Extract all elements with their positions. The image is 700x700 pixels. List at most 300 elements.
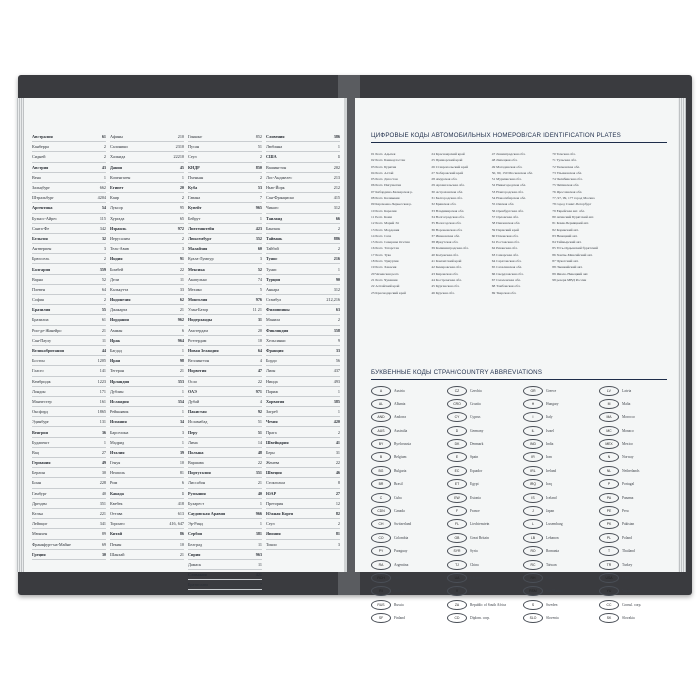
place-name: Дания (110, 164, 123, 170)
country-abbreviation (523, 520, 597, 529)
country-name: Sweden (546, 602, 558, 607)
country-code-oval: ZA (447, 600, 467, 610)
dial-code: 4 (259, 358, 262, 364)
place-name: Австрия (32, 164, 49, 170)
city-row (32, 499, 106, 509)
dial-code: 49 (101, 460, 106, 466)
place-name: Шанхай (110, 551, 125, 557)
dial-code: 1 (103, 174, 106, 180)
city-row (266, 540, 340, 550)
plate-code-item: 27 Хабаровский край (431, 170, 464, 175)
city-row (110, 203, 184, 213)
plate-code-item: 45 Курганская обл. (431, 284, 460, 289)
city-row (32, 193, 106, 203)
place-name: Загреб (266, 409, 278, 415)
country-row (266, 305, 340, 315)
country-abbreviation (523, 453, 597, 462)
plate-code-item: 08 Респ. Калмыкия (371, 196, 400, 201)
country-abbreviation (599, 520, 673, 529)
dial-code: 228 (99, 480, 106, 486)
place-name: Нидерланды (188, 317, 213, 323)
dial-code: 2 (337, 317, 340, 323)
city-row (32, 529, 106, 539)
dial-code: 11 (179, 276, 184, 282)
country-abbreviation (599, 386, 673, 395)
city-row (32, 478, 106, 488)
place-name: Хельсинки (266, 337, 286, 343)
plate-code-item: 44 Костромская обл. (431, 277, 462, 282)
country-abbreviation (371, 614, 445, 623)
dial-code: 30 (101, 551, 106, 557)
place-name: Анкара (266, 286, 280, 292)
country-row (32, 264, 106, 274)
country-row (266, 489, 340, 499)
city-row (32, 224, 106, 234)
city-row (110, 509, 184, 519)
place-name: Оттава (110, 511, 123, 517)
dial-code: 221 (99, 511, 106, 517)
dial-code: 1 (337, 409, 340, 415)
country-abbreviation (523, 547, 597, 556)
place-name: Пхеньян (188, 174, 204, 180)
country-row (266, 152, 340, 162)
place-name: Дели (110, 276, 120, 282)
plate-code-item: 55 Омская обл. (491, 202, 515, 207)
dial-code: 41 (335, 439, 340, 445)
country-code-oval: AND (371, 412, 391, 422)
city-row (32, 315, 106, 325)
country-code-oval: AUS (371, 426, 391, 436)
country-row (266, 346, 340, 356)
plate-code-item: 04 Респ. Алтай (371, 170, 394, 175)
plate-code-item: 43 Кировская обл. (431, 271, 459, 276)
place-name: Тунис (266, 266, 277, 272)
plate-code-item: 77, 97, 99, 177 город Москва (552, 196, 595, 201)
country-name: Indonesia (394, 589, 408, 594)
country-abbreviation (599, 426, 673, 435)
country-abbreviation (599, 480, 673, 489)
plates-section-title: ЦИФРОВЫЕ КОДЫ АВТОМОБИЛЬНЫХ НОМЕРОВ/CAR IDENTIFICATION PLATES (371, 132, 622, 139)
dial-code: 52 (101, 276, 106, 282)
country-code-oval: IR (523, 452, 543, 462)
dial-code: 2 (103, 154, 106, 160)
dial-code: 437 (333, 368, 340, 374)
place-name: Стокгольм (266, 480, 285, 486)
city-row (32, 275, 106, 285)
place-name: Бухарест (188, 500, 205, 506)
plates-column (431, 151, 489, 296)
country-row (266, 397, 340, 407)
country-abbreviation (523, 507, 597, 516)
city-row (188, 478, 262, 488)
city-row (188, 458, 262, 468)
place-name: Кувейт (188, 205, 202, 211)
country-name: India (546, 442, 554, 447)
country-code-oval: LB (523, 533, 543, 543)
country-abbreviation (599, 533, 673, 542)
country-row (188, 183, 262, 193)
plate-code-item: 87 Чукотский авт. (552, 259, 579, 264)
dial-code: 36 (101, 429, 106, 435)
dial-code: 976 (255, 297, 262, 303)
plate-code-item: 30 Астраханская обл. (431, 189, 464, 194)
place-name: Плевен (32, 286, 46, 292)
country-row (266, 234, 340, 244)
city-row (266, 336, 340, 346)
plate-code-item: 69 Тверская обл. (491, 290, 517, 295)
dial-code: 21 (179, 368, 184, 374)
city-row (266, 163, 340, 173)
country-abbreviation (447, 600, 521, 609)
city-row (110, 550, 184, 560)
place-name: Таиланд (266, 215, 283, 221)
country-abbreviation (599, 587, 673, 596)
place-name: Ницца (266, 378, 278, 384)
place-name: Тайбэй (266, 246, 279, 252)
place-name: Ирак (110, 337, 121, 343)
country-name: Peru (622, 509, 629, 514)
place-name: Сеул (188, 154, 197, 160)
country-name: Belgium (394, 455, 407, 460)
plate-code-item: 58 Пензенская обл. (491, 221, 521, 226)
dial-code: 5 (259, 286, 262, 292)
plate-code-item: 75 Читинская обл. (552, 183, 580, 188)
dial-code: 22 (179, 266, 184, 272)
plate-code-item: 38 Иркутская обл. (431, 240, 459, 245)
country-abbreviations-grid (371, 386, 673, 623)
dial-code: 115 (99, 215, 106, 221)
country-code-oval: ET (447, 479, 467, 489)
dial-code: 1 (181, 388, 184, 394)
plate-code-item: 26 Ставропольский край (431, 164, 469, 169)
city-row (32, 142, 106, 152)
country-row (266, 509, 340, 519)
place-name: Амман (110, 327, 123, 333)
dial-code: 358 (333, 327, 340, 333)
plate-code-item: 85 Усть-Ордынский бурятский (552, 246, 598, 251)
plate-code-item: 01 Респ. Адыгея (371, 152, 396, 156)
country-abbreviation (447, 573, 521, 582)
country-abbreviation (599, 440, 673, 449)
dial-code: 212,216 (326, 297, 340, 303)
plate-code-item: 42 Кемеровская обл. (431, 265, 462, 270)
place-name: Халкида (110, 154, 126, 160)
country-code-oval: EW (447, 493, 467, 503)
country-name: Luxemburg (546, 522, 563, 527)
country-code-oval: FL (447, 519, 467, 529)
place-name: Лейпциг (32, 521, 48, 527)
city-row (266, 356, 340, 366)
city-row (110, 173, 184, 183)
plate-code-item: 71 Тульская обл. (552, 158, 577, 163)
dial-code: 46 (335, 470, 340, 476)
country-name: France (470, 509, 480, 514)
country-code-oval: CDN (371, 506, 391, 516)
dial-code: 11 (257, 541, 262, 547)
plate-code-item: 86 Ханты-Мансийский авт. (552, 252, 593, 257)
plate-code-item: 56 Оренбургская обл. (491, 208, 524, 213)
dial-code: 415 (333, 195, 340, 201)
plate-code-item: 74 Челябинская обл. (552, 177, 583, 182)
country-name: Ukraine (470, 575, 482, 580)
dial-code: 1 (337, 154, 340, 160)
dial-code: 33 (179, 286, 184, 292)
place-name: Пекин (110, 541, 122, 547)
dial-code: 1 (103, 439, 106, 445)
dial-code: 66 (335, 215, 340, 221)
dial-code: 161 (99, 398, 106, 404)
plate-code-item: 78 город Санкт-Петербург (552, 202, 592, 207)
dial-code: 1 (181, 490, 184, 496)
country-name: Mexico (622, 442, 633, 447)
place-name: Италия (110, 449, 125, 455)
country-abbreviation (447, 507, 521, 516)
city-row (188, 326, 262, 336)
country-code-oval: E (447, 452, 467, 462)
city-codes-table (32, 132, 340, 590)
dial-code: 81 (179, 470, 184, 476)
plate-code-item: 25 Приморский край (431, 158, 463, 163)
dial-code: 63 (335, 307, 340, 313)
city-row (32, 438, 106, 448)
country-code-oval: PK (599, 519, 619, 529)
country-code-oval: CY (447, 412, 467, 422)
country-code-oval: H (523, 399, 543, 409)
country-code-oval: BR (371, 479, 391, 489)
dial-code: 11 (101, 337, 106, 343)
place-name: Манила (266, 317, 281, 323)
country-code-oval: UA (447, 573, 467, 583)
place-name: Будапешт (32, 439, 50, 445)
place-name: Австралия (32, 134, 53, 140)
country-name: Brasil (394, 482, 403, 487)
dial-code: 22210 (173, 154, 184, 160)
country-name: Syria (470, 549, 478, 554)
place-name: Мексика (188, 266, 205, 272)
place-name: Антверпен (32, 246, 52, 252)
place-name: Зальцбург (32, 185, 51, 191)
page-edge-right (678, 98, 686, 572)
place-name: Сан-Франциско (266, 195, 295, 201)
plate-code-item: 13 Респ. Мордовия (371, 227, 400, 232)
country-code-oval: B (371, 452, 391, 462)
city-column (110, 132, 184, 590)
dial-code: 1 (181, 409, 184, 415)
country-code-oval: CRO (447, 399, 467, 409)
country-name: Latvia (622, 388, 632, 393)
city-row (110, 326, 184, 336)
city-row (188, 305, 262, 315)
place-name: Япония (266, 531, 281, 537)
country-row (32, 132, 106, 142)
place-name: Лондон (32, 388, 46, 394)
dial-code: 4 (259, 398, 262, 404)
country-code-oval: YU (599, 586, 619, 596)
plate-code-item: 05 Респ. Дагестан (371, 177, 398, 182)
city-row (32, 540, 106, 550)
country-abbreviation (523, 560, 597, 569)
plate-code-item: 72 Тюменская обл. (552, 164, 581, 169)
dial-code: 964 (177, 337, 184, 343)
country-row (266, 132, 340, 142)
country-row (110, 336, 184, 346)
right-page (355, 98, 678, 621)
country-code-oval: PE (599, 506, 619, 516)
dial-code: 11 21 (252, 307, 262, 313)
place-name: Бразилия (32, 307, 51, 313)
place-name: Мадрид (110, 439, 125, 445)
dial-code: 27 (335, 490, 340, 496)
city-row (32, 377, 106, 387)
country-abbreviation (371, 533, 445, 542)
country-code-oval: CC (599, 600, 619, 610)
country-row (188, 224, 262, 234)
country-abbreviation (447, 399, 521, 408)
city-row (188, 132, 262, 142)
dial-code: 64 (101, 286, 106, 292)
dial-code: 386 (333, 134, 340, 140)
dial-code: 1865 (97, 409, 106, 415)
country-code-oval: RO (523, 546, 543, 556)
country-name: Slovenia (546, 616, 559, 621)
country-name: Liechtenstein (470, 522, 490, 527)
city-row (266, 478, 340, 488)
country-code-oval: RI (371, 586, 391, 596)
country-name: Italy (546, 415, 553, 420)
plate-code-item: 31 Белгородская обл. (431, 196, 463, 201)
dial-code: 2 (103, 256, 106, 262)
place-name: Иран (110, 358, 121, 364)
country-name: Russia (394, 602, 404, 607)
country-row (188, 234, 262, 244)
plate-code-item: 02 Респ. Башкортостан (371, 158, 406, 163)
country-abbreviation (371, 587, 445, 596)
country-name: Iran (546, 455, 552, 460)
place-name: Словакия (188, 572, 207, 578)
country-code-oval: P (599, 479, 619, 489)
city-row (32, 397, 106, 407)
city-row (266, 183, 340, 193)
dial-code: 1205 (97, 358, 106, 364)
city-row (110, 519, 184, 529)
dial-code: 1 (181, 439, 184, 445)
dial-code: 51 (257, 429, 262, 435)
city-row (110, 499, 184, 509)
country-row (110, 489, 184, 499)
dial-code: 351 (99, 500, 106, 506)
dial-code: 98 (179, 358, 184, 364)
city-row (32, 336, 106, 346)
dial-code: 962 (177, 317, 184, 323)
country-code-oval: CH (371, 519, 391, 529)
dial-code: 420 (333, 419, 340, 425)
place-name: Великобритания (32, 348, 64, 354)
dial-code: 10 (179, 460, 184, 466)
dial-code: 40 (257, 490, 262, 496)
city-row (266, 264, 340, 274)
dial-code: 95 (179, 205, 184, 211)
dial-code: 1 (259, 521, 262, 527)
place-name: Лихтенштейн (188, 225, 215, 231)
city-row (188, 336, 262, 346)
country-code-oval: AL (371, 399, 391, 409)
place-name: Гонконг (188, 134, 203, 140)
place-name: Джакарта (110, 307, 128, 313)
dial-code: 342 (99, 225, 106, 231)
city-row (188, 397, 262, 407)
dial-code: 965 (255, 205, 262, 211)
dial-code: 33 (335, 348, 340, 354)
country-name: Diplom. corp. (470, 616, 491, 621)
country-code-oval: GR (523, 386, 543, 396)
country-name: Spain (470, 455, 479, 460)
country-row (110, 183, 184, 193)
dial-code: 52 (257, 266, 262, 272)
country-abbreviation (371, 507, 445, 516)
country-row (188, 550, 262, 560)
country-name: Hungary (546, 401, 559, 406)
country-code-oval: M (599, 399, 619, 409)
place-name: Тайвань (266, 235, 283, 241)
country-name: Norway (622, 455, 634, 460)
country-row (188, 244, 262, 254)
country-name: Byelorussia (394, 442, 411, 447)
dial-code: 352 (255, 235, 262, 241)
dial-code: 27 (101, 449, 106, 455)
place-name: Санта-Фе (32, 225, 50, 231)
place-name: Пусан (188, 144, 200, 150)
country-name: USA (622, 575, 630, 580)
dial-code: 2 (337, 429, 340, 435)
country-name: Chile (394, 575, 402, 580)
place-name: Берн (266, 449, 275, 455)
dial-code: 421 (255, 572, 262, 578)
country-abbreviation (523, 386, 597, 395)
dial-code: 4204 (97, 195, 106, 201)
place-name: Южная Корея (266, 511, 293, 517)
country-code-oval: MA (599, 412, 619, 422)
place-name: Канберра (32, 144, 49, 150)
city-row (110, 285, 184, 295)
plate-code-item: 84 Таймырский авт. (552, 240, 582, 245)
place-name: Бомбей (110, 266, 124, 272)
country-name: Denmark (470, 442, 484, 447)
city-row (188, 417, 262, 427)
city-row (32, 366, 106, 376)
city-row (266, 193, 340, 203)
dial-code: 81 (335, 531, 340, 537)
plate-code-item: 29 Архангельская обл. (431, 183, 465, 188)
dial-code: 9 (337, 337, 340, 343)
dial-code: 12 (335, 500, 340, 506)
country-abbreviation (447, 560, 521, 569)
dial-code: 20 (179, 185, 184, 191)
plate-code-item: 07 Кабардино-Балкарская р. (371, 189, 413, 194)
place-name: Рио-де-Жанейро (32, 327, 62, 333)
dial-code: 21 (101, 327, 106, 333)
place-name: Индия (110, 256, 123, 262)
city-row (266, 203, 340, 213)
place-name: Бейрут (188, 215, 201, 221)
place-name: Китай (110, 531, 123, 537)
dial-code: 972 (177, 225, 184, 231)
dial-code: 886 (333, 235, 340, 241)
country-code-oval: RSM (523, 586, 543, 596)
place-name: Филиппины (266, 307, 290, 313)
country-name: Colombia (394, 535, 409, 540)
plate-code-item: 21 Респ. Чувашия (371, 277, 398, 282)
plate-code-item: 36 Воронежская обл. (431, 227, 463, 232)
